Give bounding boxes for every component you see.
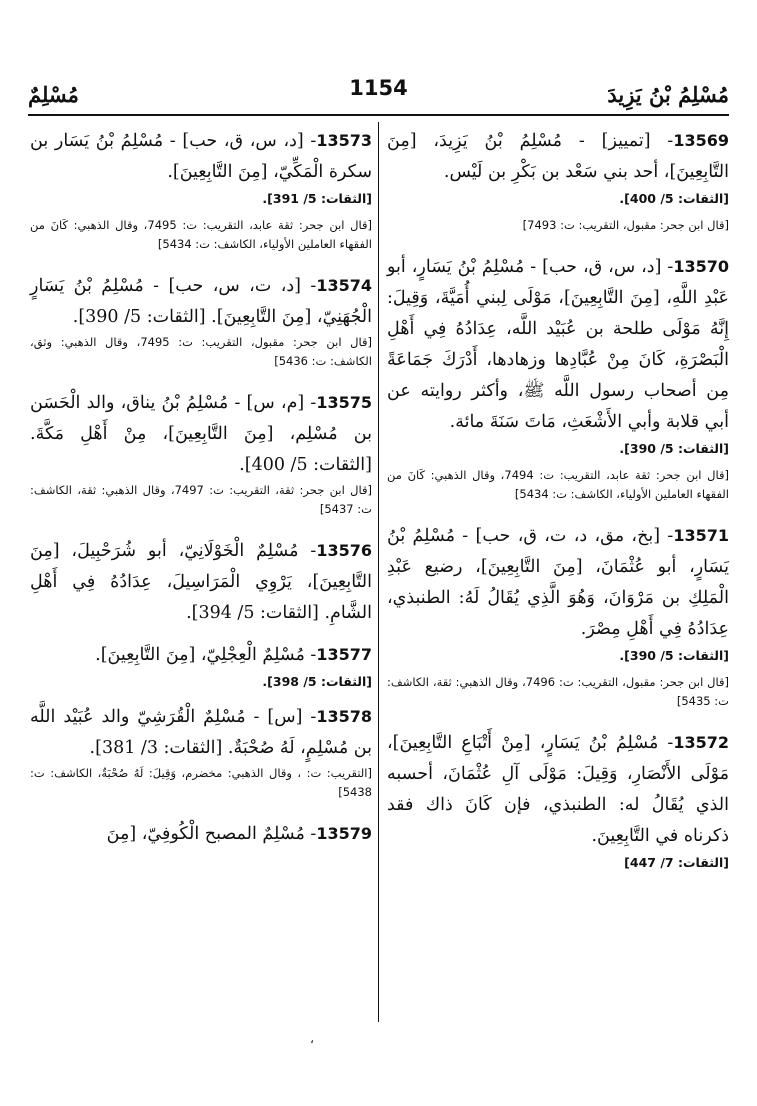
thiqat-reference: [الثقات: 5/ 400]. — [619, 191, 729, 206]
entry-text — [387, 251, 729, 438]
entry-body: - [د، س، ق، حب] - مُسْلِمُ بْنُ يَسَار بن سكرة الْمَكِّيّ، [مِنَ التَّابِعِينَ]. — [30, 131, 372, 182]
entry-number: 13572 — [673, 733, 729, 752]
entry-number: 13569 — [673, 131, 729, 150]
running-head-left: مُسْلِمٌ — [28, 82, 79, 107]
entry-text — [30, 125, 372, 188]
grading-note: [قال ابن جحر: ثقة، التقريب: ت: 7497، وقال الذهبي: ثقة، الكاشف: ت: 5437] — [30, 483, 372, 516]
entry-text — [387, 125, 729, 188]
entry-body: - [تمييز] - مُسْلِمُ بْنُ يَزِيدَ، [مِنَ التَّابِعِينَ]، أحد بني سَعْد بن بَكْرِ بن لَيْس. — [387, 131, 729, 182]
biography-entry — [387, 125, 729, 235]
entry-text — [30, 387, 372, 481]
grading-note: [قال ابن جحر: ثقة عابد، التقريب: ت: 7494، وقال الذهبي: كَانَ من الفقهاء العاملين الأولياء، الكاشف: ت: 5434] — [387, 468, 729, 501]
entry-body: - مُسْلِمُ بْنُ يَسَارٍ، [مِنْ أَتْبَاعِ التَّابِعِينَ]، مَوْلَى الأَنْصَارِ، وَقِيلَ: مَوْلَى آلِ عُثْمَانَ، أحسبه الذي يُقَالُ له: الطنبذي، فإن كَانَ ذاك فقد ذكرناه في التَّابِعِينَ. — [387, 733, 729, 846]
entry-body: - مُسْلِمٌ الْخَوْلَانِيّ، أبو شُرَحْبِيلَ، [مِنَ التَّابِعِينَ]، يَرْوِي الْمَرَاسِيلَ، عِدَادُهُ فِي أَهْلِ الشَّامِ. [الثقات: 5/ 394]. — [30, 541, 372, 623]
biography-entry — [30, 387, 372, 519]
entry-text — [30, 639, 372, 671]
entry-body: - [س] - مُسْلِمٌ الْقُرَشِيّ والد عُبَيْد اللَّه بن مُسْلِمٍ، لَهُ صُحْبَةٌ. [الثقات: 3/ 381]. — [30, 707, 372, 758]
thiqat-reference: [الثقات: 7/ 447] — [624, 855, 729, 870]
biography-entry — [30, 701, 372, 802]
biography-entry — [30, 125, 372, 254]
entry-number: 13579 — [316, 824, 372, 843]
running-head-right: مُسْلِمُ بْنُ يَزِيدَ — [607, 82, 729, 107]
entry-number: 13576 — [316, 541, 372, 560]
entry-body: - [بخ، مق، د، ت، ق، حب] - مُسْلِمُ بْنُ يَسَارٍ، أبو عُثْمَانَ، [مِنَ التَّابِعِينَ]، رضيع عَبْدِ الْمَلِكِ بن مَرْوَانَ، وَهُوَ الَّذِي يُقَالُ لَهُ: الطنبذي، عِدَادُهُ فِي أَهْلِ مِصْرَ. — [387, 526, 729, 639]
entry-text — [30, 270, 372, 333]
grading-note: [قال ابن جحر: مقبول، التقريب: ت: 7496، وقال الذهبي: ثقة، الكاشف: ت: 5435] — [387, 675, 729, 708]
page-header — [28, 72, 729, 112]
biography-entry — [30, 818, 372, 850]
grading-note: [قال ابن جحر: مقبول، التقريب: ت: 7493] — [522, 218, 729, 232]
thiqat-reference: [الثقات: 5/ 398]. — [262, 674, 372, 689]
biography-entry — [387, 520, 729, 711]
grading-note: [قال ابن جحر: ثقة عابد، التقريب: ت: 7495، وقال الذهبي: كَانَ من الفقهاء العاملين الأولياء، الكاشف: ت: 5434] — [30, 218, 372, 251]
entry-text — [387, 727, 729, 852]
biography-entry — [30, 535, 372, 629]
header-rule — [28, 114, 729, 116]
thiqat-reference: [الثقات: 5/ 391]. — [262, 191, 372, 206]
entry-text — [30, 701, 372, 764]
entry-number: 13573 — [316, 131, 372, 150]
page-number: 1154 — [349, 76, 408, 100]
thiqat-reference: [الثقات: 5/ 390]. — [619, 441, 729, 456]
entry-number: 13574 — [316, 276, 372, 295]
entry-number: 13571 — [673, 526, 729, 545]
biography-entry — [387, 727, 729, 872]
entry-text — [30, 818, 372, 850]
biography-entry — [387, 251, 729, 504]
thiqat-reference: [الثقات: 5/ 390]. — [619, 648, 729, 663]
entry-text — [30, 535, 372, 629]
column-divider — [378, 122, 379, 1022]
entry-body: - [د، ت، س، حب] - مُسْلِمُ بْنُ يَسَارٍ الْجُهَنِيّ، [مِنَ التَّابِعِينَ]. [الثقات: 5/ 390]. — [30, 276, 372, 327]
entry-number: 13575 — [316, 393, 372, 412]
entry-body: - مُسْلِمٌ المصبح الْكُوفِيّ، [مِنَ — [106, 824, 317, 844]
entry-number: 13577 — [316, 645, 372, 664]
grading-note: [قال ابن جحر: مقبول، التقريب: ت: 7495، وقال الذهبي: وثق، الكاشف: ت: 5436] — [30, 335, 372, 368]
entry-number: 13578 — [316, 707, 372, 726]
entry-body: - [م، س] - مُسْلِمُ بْنُ يناق، والد الْحَسَن بن مُسْلِم، [مِنَ التَّابِعِينَ]، مِنْ أَهْلِ مَكَّةَ. [الثقات: 5/ 400]. — [30, 393, 372, 475]
biography-entry — [30, 270, 372, 371]
grading-note: [التقريب: ت: ، وقال الذهبي: مخضرم، وَقِيلَ: لَهُ صُحْبَةٌ، الكاشف: ت: 5438] — [30, 766, 372, 799]
entry-number: 13570 — [673, 257, 729, 276]
biography-entry — [30, 639, 372, 691]
footer-mark: ، — [310, 1032, 314, 1046]
right-column — [387, 125, 729, 882]
left-column — [30, 125, 372, 860]
entry-text — [387, 520, 729, 645]
entry-body: - [د، س، ق، حب] - مُسْلِمُ بْنُ يَسَارٍ، أبو عَبْدِ اللَّهِ، [مِنَ التَّابِعِينَ]، مَوْلَى لِبني أُمَيَّةَ، وَقِيلَ: إِنَّهُ مَوْلَى طلحة بن عُبَيْد اللَّه، عِدَادُهُ فِي أَهْلِ الْبَصْرَةِ، كَانَ مِنْ عُبَّادِها وزهادها، أَدْرَكَ جَمَاعَةً مِن أصحاب رسول اللَّه ﷺ، وأكثر روايته عن أبي قلابة وأبي الأَشْعَثِ، مَاتَ سَنَةَ مائة. — [387, 257, 729, 432]
entry-body: - مُسْلِمٌ الْعِجْلِيّ، [مِنَ التَّابِعِينَ]. — [95, 645, 317, 665]
